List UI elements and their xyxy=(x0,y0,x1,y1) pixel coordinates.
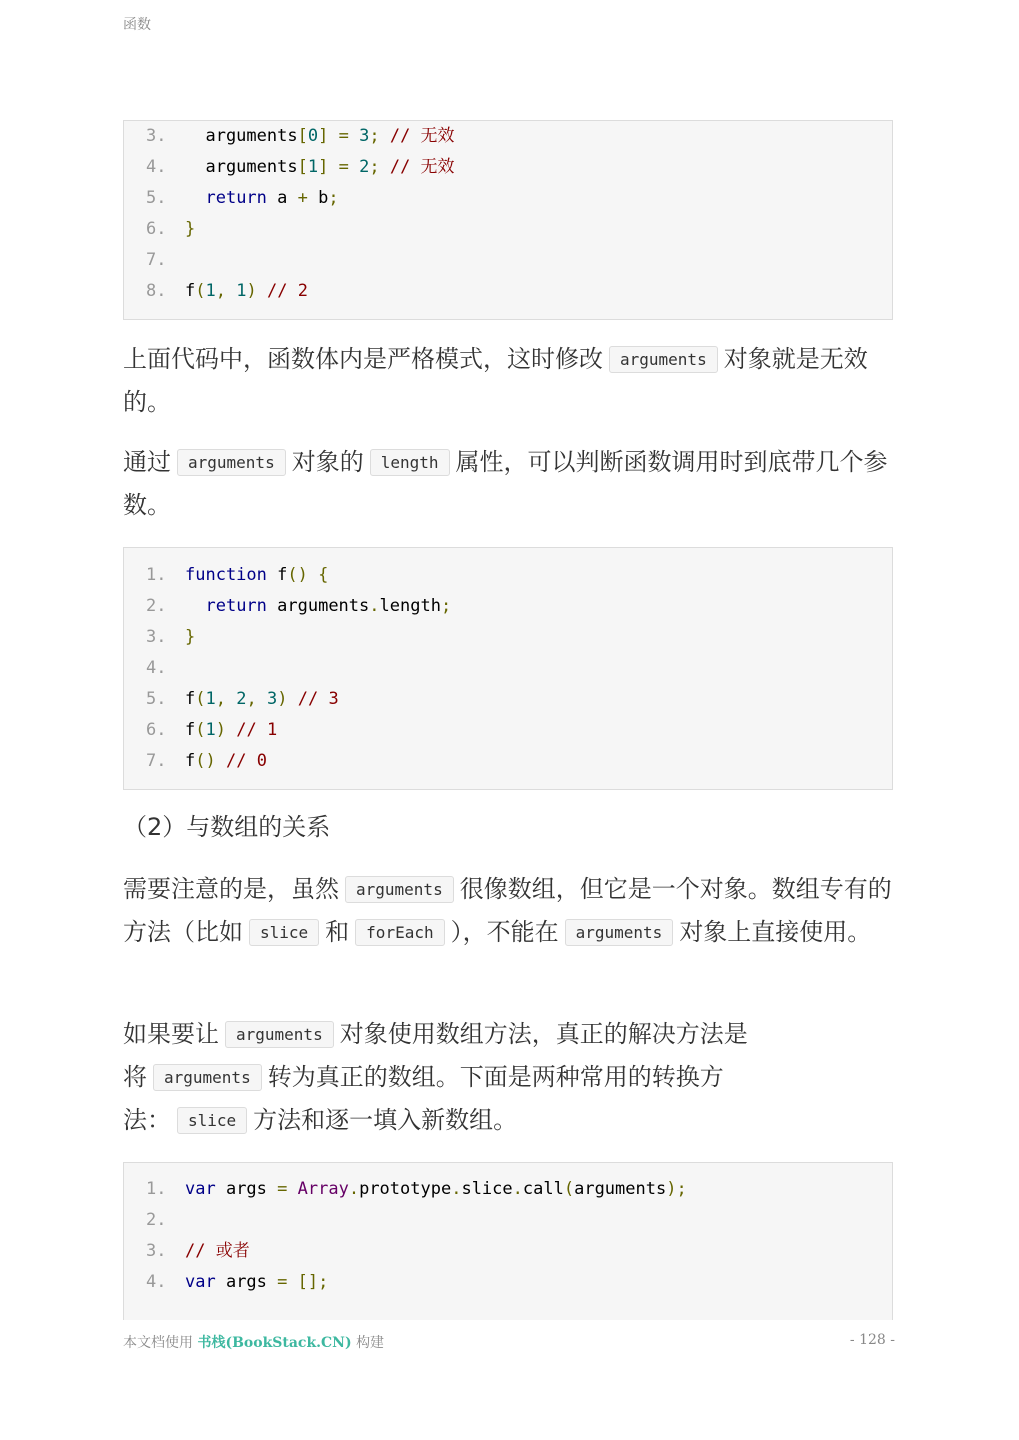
code-text: f() // 0 xyxy=(185,751,267,771)
code-text: f(1, 2, 3) // 3 xyxy=(185,689,339,709)
inline-code: arguments xyxy=(345,876,454,903)
code-text: return a + b; xyxy=(205,188,339,208)
bookstack-link[interactable]: 书栈(BookStack.CN) xyxy=(197,1335,352,1351)
paragraph-text: 对象上直接使用。 xyxy=(679,918,872,946)
paragraph-text: 对象的 xyxy=(291,448,364,476)
code-line xyxy=(124,214,892,245)
line-number: 3. xyxy=(146,627,167,647)
code-text: f(1, 1) // 2 xyxy=(185,281,308,301)
line-number: 5. xyxy=(146,188,167,208)
inline-code: forEach xyxy=(355,919,444,946)
inline-code: slice xyxy=(249,919,319,946)
line-number: 2. xyxy=(146,1210,167,1230)
line-number: 4. xyxy=(146,658,167,678)
page-number: - 128 - xyxy=(849,1332,895,1348)
code-text: arguments[0] = 3; // 无效 xyxy=(185,126,455,146)
code-line xyxy=(124,152,892,183)
footer-suffix: 构建 xyxy=(356,1335,385,1351)
inline-code: arguments xyxy=(153,1064,262,1091)
line-number: 7. xyxy=(146,250,167,270)
code-line xyxy=(124,684,892,715)
paragraph-text: 上面代码中，函数体内是严格模式，这时修改 xyxy=(123,345,603,373)
inline-code: arguments xyxy=(609,346,718,373)
code-text: var args = Array.prototype.slice.call(arguments); xyxy=(185,1179,687,1199)
code-line xyxy=(124,183,892,214)
code-line xyxy=(124,560,892,591)
line-number: 2. xyxy=(146,596,167,616)
code-line xyxy=(124,746,892,777)
inline-code: arguments xyxy=(225,1021,334,1048)
code-line xyxy=(124,1174,892,1205)
code-text: function f() { xyxy=(185,565,329,585)
line-number: 3. xyxy=(146,1241,167,1261)
code-text: } xyxy=(185,219,196,239)
code-block xyxy=(123,120,893,320)
line-number: 6. xyxy=(146,219,167,239)
line-number: 7. xyxy=(146,751,167,771)
code-line xyxy=(124,591,892,622)
paragraph-text: 通过 xyxy=(123,448,171,476)
code-text: f(1) // 1 xyxy=(185,720,278,740)
code-line xyxy=(124,276,892,307)
code-line xyxy=(124,715,892,746)
section-heading: （2）与数组的关系 xyxy=(123,813,331,841)
code-line xyxy=(124,1205,892,1236)
paragraph-text: ），不能在 xyxy=(450,918,559,946)
paragraph-text: 方法和逐一填入新数组。 xyxy=(253,1106,518,1134)
paragraph-text: 属性，可以判断函数调用时到底带几个参数。 xyxy=(123,448,888,519)
paragraph-text: 如果要让 xyxy=(123,1020,219,1048)
paragraph xyxy=(123,868,895,954)
paragraph-text: 和 xyxy=(325,918,350,946)
inline-code: length xyxy=(370,449,450,476)
inline-code: slice xyxy=(177,1107,247,1134)
paragraph-text: 需要注意的是，虽然 xyxy=(123,875,339,903)
code-line xyxy=(124,121,892,152)
code-line xyxy=(124,1236,892,1267)
paragraph xyxy=(123,338,895,423)
line-number: 4. xyxy=(146,1272,167,1292)
code-text: } xyxy=(185,627,196,647)
code-line xyxy=(124,1267,892,1298)
code-line xyxy=(124,245,892,276)
line-number: 5. xyxy=(146,689,167,709)
paragraph xyxy=(123,441,895,526)
line-number: 6. xyxy=(146,720,167,740)
code-text: // 或者 xyxy=(185,1241,250,1261)
footer-credit xyxy=(123,1332,384,1352)
code-block xyxy=(123,547,893,790)
paragraph-text: 法： xyxy=(123,1106,171,1134)
inline-code: arguments xyxy=(565,919,674,946)
line-number: 8. xyxy=(146,281,167,301)
code-text: arguments[1] = 2; // 无效 xyxy=(185,157,455,177)
line-number: 4. xyxy=(146,157,167,177)
code-line xyxy=(124,622,892,653)
inline-code: arguments xyxy=(177,449,286,476)
paragraph-text: 很像数组，但它是一个对象。数组专有的方法（比如 xyxy=(123,875,892,946)
page-header-title: 函数 xyxy=(123,17,151,33)
code-block xyxy=(123,1162,893,1320)
paragraph-text: 对象就是无效的。 xyxy=(123,345,868,416)
paragraph-text: 对象使用数组方法，真正的解决方法是 xyxy=(339,1020,748,1048)
paragraph xyxy=(123,1013,895,1142)
paragraph-text: 转为真正的数组。下面是两种常用的转换方 xyxy=(267,1063,724,1091)
code-text: return arguments.length; xyxy=(205,596,452,616)
paragraph-text: 将 xyxy=(123,1063,147,1091)
code-line xyxy=(124,653,892,684)
footer-prefix: 本文档使用 xyxy=(123,1335,193,1351)
line-number: 1. xyxy=(146,1179,167,1199)
line-number: 3. xyxy=(146,126,167,146)
line-number: 1. xyxy=(146,565,167,585)
code-text: var args = []; xyxy=(185,1272,329,1292)
